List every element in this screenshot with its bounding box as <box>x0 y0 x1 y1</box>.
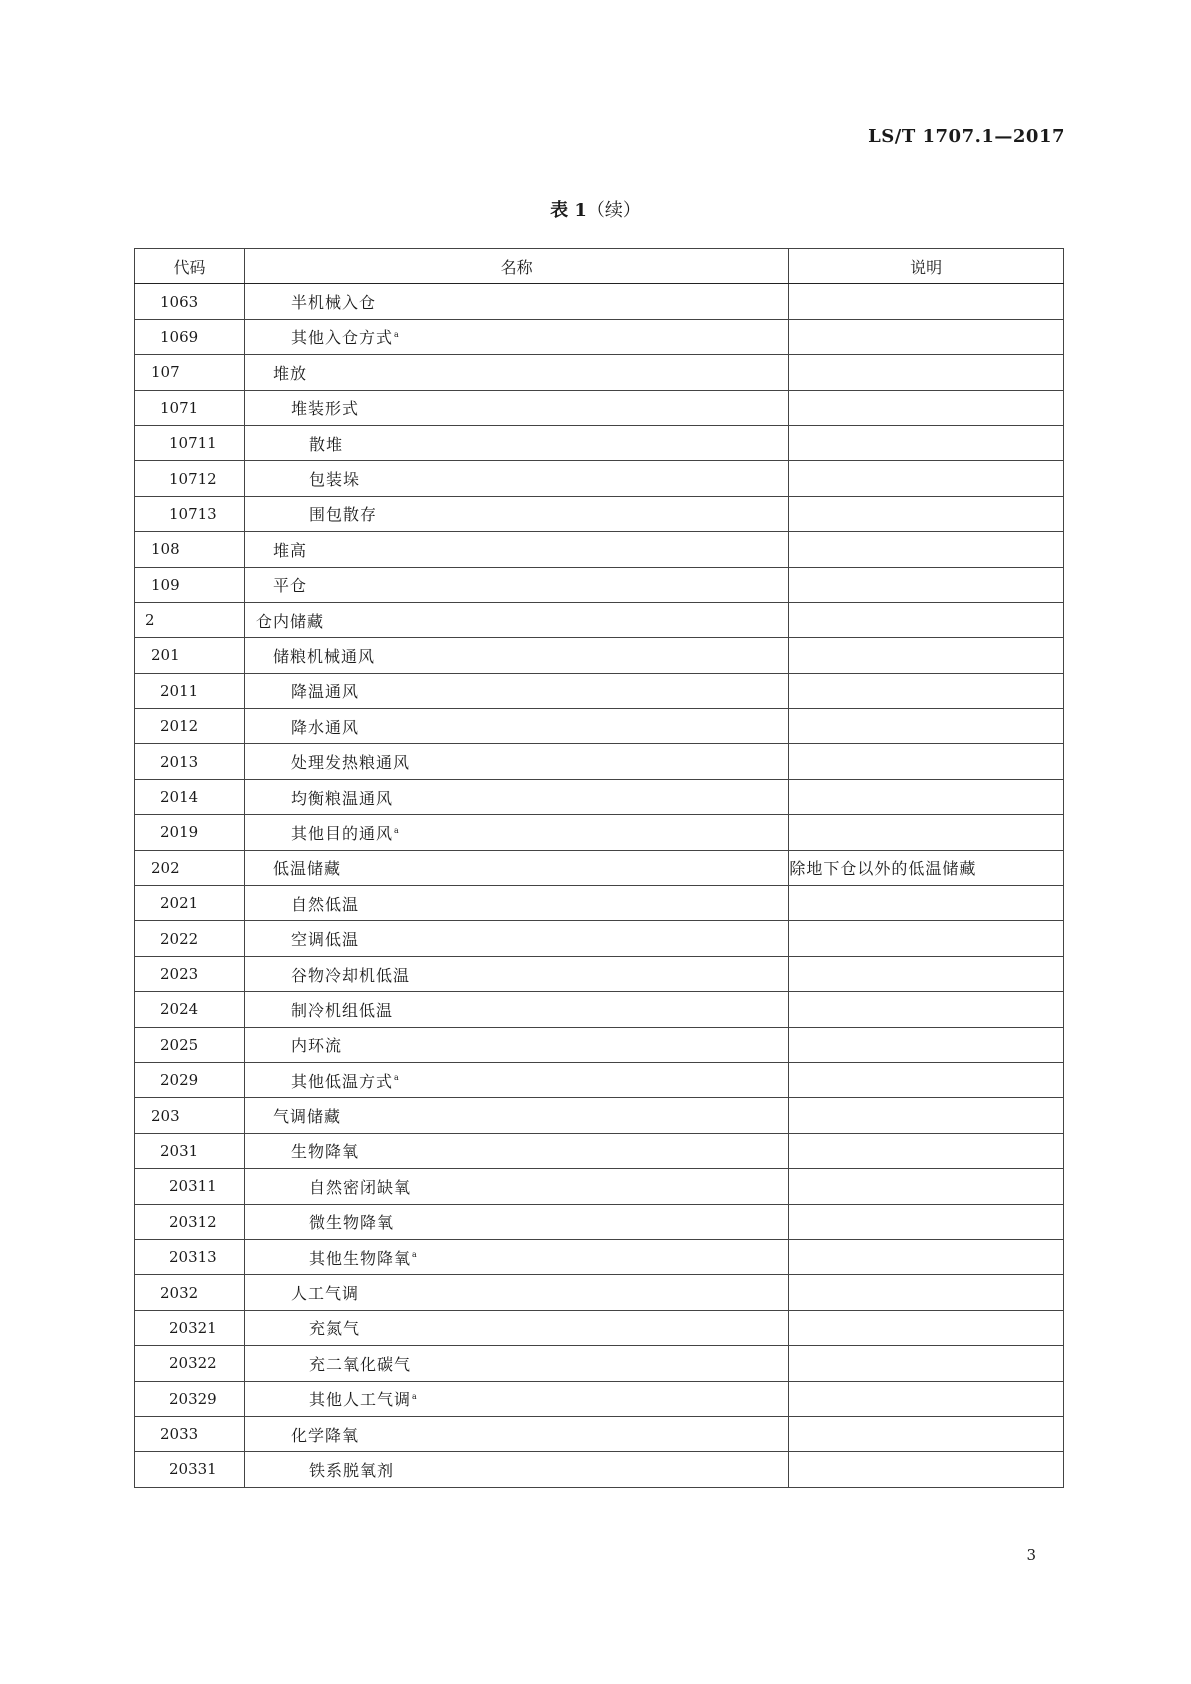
row-code: 2019 <box>135 815 245 850</box>
row-code: 2024 <box>135 992 245 1027</box>
row-code: 2022 <box>135 921 245 956</box>
table-row <box>135 1169 1064 1204</box>
row-note <box>789 425 1064 460</box>
table-row <box>135 461 1064 496</box>
table-title-suffix: （续） <box>586 200 641 221</box>
row-code: 2021 <box>135 886 245 921</box>
row-note <box>789 355 1064 390</box>
row-note <box>789 744 1064 779</box>
row-name-cell <box>244 1133 788 1168</box>
row-note <box>789 886 1064 921</box>
table-row <box>135 1310 1064 1345</box>
table-row <box>135 1204 1064 1239</box>
column-header-name: 名称 <box>244 249 788 284</box>
row-name: 堆高 <box>272 540 307 560</box>
row-code: 2029 <box>135 1062 245 1097</box>
row-name: 储粮机械通风 <box>272 646 375 666</box>
row-code: 2031 <box>135 1133 245 1168</box>
row-name-cell <box>244 1239 788 1274</box>
row-name: 其他入仓方式 <box>290 328 393 348</box>
row-name: 围包散存 <box>308 505 377 525</box>
row-code: 1071 <box>135 390 245 425</box>
row-name: 平仓 <box>272 576 307 596</box>
row-note <box>789 709 1064 744</box>
row-note <box>789 602 1064 637</box>
row-note <box>789 815 1064 850</box>
table-row <box>135 1452 1064 1487</box>
row-code: 2012 <box>135 709 245 744</box>
row-name-cell <box>244 602 788 637</box>
row-name-cell <box>244 1204 788 1239</box>
table-row <box>135 638 1064 673</box>
row-note <box>789 390 1064 425</box>
row-name: 谷物冷却机低温 <box>290 965 410 985</box>
row-code: 2011 <box>135 673 245 708</box>
row-name: 充二氧化碳气 <box>308 1354 411 1374</box>
row-note <box>789 1169 1064 1204</box>
row-name-cell <box>244 709 788 744</box>
row-name-cell <box>244 461 788 496</box>
row-name: 自然低温 <box>290 894 359 914</box>
row-note <box>789 1346 1064 1381</box>
row-name-cell <box>244 425 788 460</box>
row-note: 除地下仓以外的低温储藏 <box>789 850 1064 885</box>
column-header-note: 说明 <box>789 249 1064 284</box>
row-name-cell <box>244 496 788 531</box>
row-name: 其他低温方式 <box>290 1071 393 1091</box>
page-number: 3 <box>1026 1546 1036 1564</box>
table-row <box>135 744 1064 779</box>
row-name-cell <box>244 355 788 390</box>
table-row <box>135 709 1064 744</box>
table-row <box>135 1275 1064 1310</box>
table-row <box>135 850 1064 885</box>
standard-code: LS/T 1707.1—2017 <box>868 126 1065 147</box>
row-note <box>789 1381 1064 1416</box>
row-code: 108 <box>135 532 245 567</box>
row-name: 其他目的通风 <box>290 823 393 843</box>
row-code: 2014 <box>135 779 245 814</box>
table-row <box>135 1062 1064 1097</box>
table-row <box>135 425 1064 460</box>
row-name: 自然密闭缺氧 <box>308 1177 411 1197</box>
row-name: 其他人工气调 <box>308 1390 411 1410</box>
row-code: 2025 <box>135 1027 245 1062</box>
row-name: 堆装形式 <box>290 399 359 419</box>
table-row <box>135 284 1064 319</box>
row-note <box>789 319 1064 354</box>
table-row <box>135 1239 1064 1274</box>
row-name: 其他生物降氧 <box>308 1248 411 1268</box>
row-name: 处理发热粮通风 <box>290 753 410 773</box>
row-code: 1063 <box>135 284 245 319</box>
table-row <box>135 673 1064 708</box>
row-note <box>789 1452 1064 1487</box>
row-name: 仓内储藏 <box>255 611 324 631</box>
row-name-cell <box>244 1062 788 1097</box>
row-name-cell <box>244 673 788 708</box>
row-note <box>789 1204 1064 1239</box>
table-row <box>135 567 1064 602</box>
row-name-cell <box>244 319 788 354</box>
row-name-cell <box>244 921 788 956</box>
table-row <box>135 390 1064 425</box>
row-note <box>789 921 1064 956</box>
table-row <box>135 602 1064 637</box>
row-code: 20322 <box>135 1346 245 1381</box>
row-note <box>789 1062 1064 1097</box>
footnote-marker: a <box>411 1250 417 1260</box>
row-name: 内环流 <box>290 1036 342 1056</box>
row-code: 20329 <box>135 1381 245 1416</box>
row-name-cell <box>244 1027 788 1062</box>
code-table <box>134 248 1064 1488</box>
row-name: 空调低温 <box>290 930 359 950</box>
row-code: 20331 <box>135 1452 245 1487</box>
row-note <box>789 567 1064 602</box>
table-row <box>135 1027 1064 1062</box>
row-note <box>789 496 1064 531</box>
row-note <box>789 1310 1064 1345</box>
row-name-cell <box>244 638 788 673</box>
row-name-cell <box>244 815 788 850</box>
row-code: 20311 <box>135 1169 245 1204</box>
table-row <box>135 496 1064 531</box>
table-row <box>135 355 1064 390</box>
row-code: 2032 <box>135 1275 245 1310</box>
row-note <box>789 532 1064 567</box>
row-note <box>789 673 1064 708</box>
row-name-cell <box>244 567 788 602</box>
row-name-cell <box>244 532 788 567</box>
row-code: 2013 <box>135 744 245 779</box>
footnote-marker: a <box>411 1391 417 1401</box>
table-row <box>135 1346 1064 1381</box>
row-name: 微生物降氧 <box>308 1213 394 1233</box>
row-name-cell <box>244 956 788 991</box>
row-name-cell <box>244 1169 788 1204</box>
row-note <box>789 1098 1064 1133</box>
row-name-cell <box>244 1098 788 1133</box>
row-name-cell <box>244 1381 788 1416</box>
row-code: 10713 <box>135 496 245 531</box>
row-note <box>789 956 1064 991</box>
table-title <box>0 196 1191 222</box>
row-code: 1069 <box>135 319 245 354</box>
row-name: 半机械入仓 <box>290 293 376 313</box>
row-name-cell <box>244 1452 788 1487</box>
row-code: 2023 <box>135 956 245 991</box>
table-row <box>135 1133 1064 1168</box>
row-name-cell <box>244 390 788 425</box>
row-code: 2 <box>135 602 245 637</box>
row-name-cell <box>244 1416 788 1451</box>
row-note <box>789 1027 1064 1062</box>
table-body <box>135 284 1064 1487</box>
row-code: 20321 <box>135 1310 245 1345</box>
footnote-marker: a <box>393 825 399 835</box>
row-name: 均衡粮温通风 <box>290 788 393 808</box>
row-note <box>789 1239 1064 1274</box>
row-note <box>789 1133 1064 1168</box>
row-name: 降温通风 <box>290 682 359 702</box>
table-row <box>135 921 1064 956</box>
row-code: 10711 <box>135 425 245 460</box>
row-name-cell <box>244 886 788 921</box>
row-name-cell <box>244 1346 788 1381</box>
table-header-row <box>135 249 1064 284</box>
row-name: 人工气调 <box>290 1284 359 1304</box>
row-code: 203 <box>135 1098 245 1133</box>
row-name: 气调储藏 <box>272 1107 341 1127</box>
row-name-cell <box>244 992 788 1027</box>
row-code: 107 <box>135 355 245 390</box>
row-note <box>789 1416 1064 1451</box>
row-note <box>789 638 1064 673</box>
row-note <box>789 779 1064 814</box>
row-name: 降水通风 <box>290 717 359 737</box>
row-code: 202 <box>135 850 245 885</box>
footnote-marker: a <box>393 1073 399 1083</box>
table-row <box>135 1098 1064 1133</box>
row-code: 10712 <box>135 461 245 496</box>
table-row <box>135 1381 1064 1416</box>
row-note <box>789 992 1064 1027</box>
row-name: 堆放 <box>272 363 307 383</box>
table-row <box>135 1416 1064 1451</box>
row-name-cell <box>244 850 788 885</box>
row-name: 包装垛 <box>308 470 360 490</box>
row-name-cell <box>244 744 788 779</box>
table-row <box>135 319 1064 354</box>
row-name-cell <box>244 1275 788 1310</box>
table-row <box>135 815 1064 850</box>
row-note <box>789 284 1064 319</box>
row-name-cell <box>244 284 788 319</box>
table-row <box>135 886 1064 921</box>
row-name: 散堆 <box>308 434 343 454</box>
row-note <box>789 461 1064 496</box>
row-name: 制冷机组低温 <box>290 1000 393 1020</box>
row-code: 201 <box>135 638 245 673</box>
row-code: 20313 <box>135 1239 245 1274</box>
footnote-marker: a <box>393 330 399 340</box>
row-name: 生物降氧 <box>290 1142 359 1162</box>
row-name-cell <box>244 779 788 814</box>
table-row <box>135 992 1064 1027</box>
row-code: 109 <box>135 567 245 602</box>
row-code: 20312 <box>135 1204 245 1239</box>
column-header-code: 代码 <box>135 249 245 284</box>
table-row <box>135 779 1064 814</box>
row-note <box>789 1275 1064 1310</box>
table-row <box>135 532 1064 567</box>
table-title-label: 表 1 <box>550 200 587 221</box>
row-name: 充氮气 <box>308 1319 360 1339</box>
table-row <box>135 956 1064 991</box>
row-name: 铁系脱氧剂 <box>308 1460 394 1480</box>
row-name: 低温储藏 <box>272 859 341 879</box>
row-name-cell <box>244 1310 788 1345</box>
row-name: 化学降氧 <box>290 1425 359 1445</box>
row-code: 2033 <box>135 1416 245 1451</box>
